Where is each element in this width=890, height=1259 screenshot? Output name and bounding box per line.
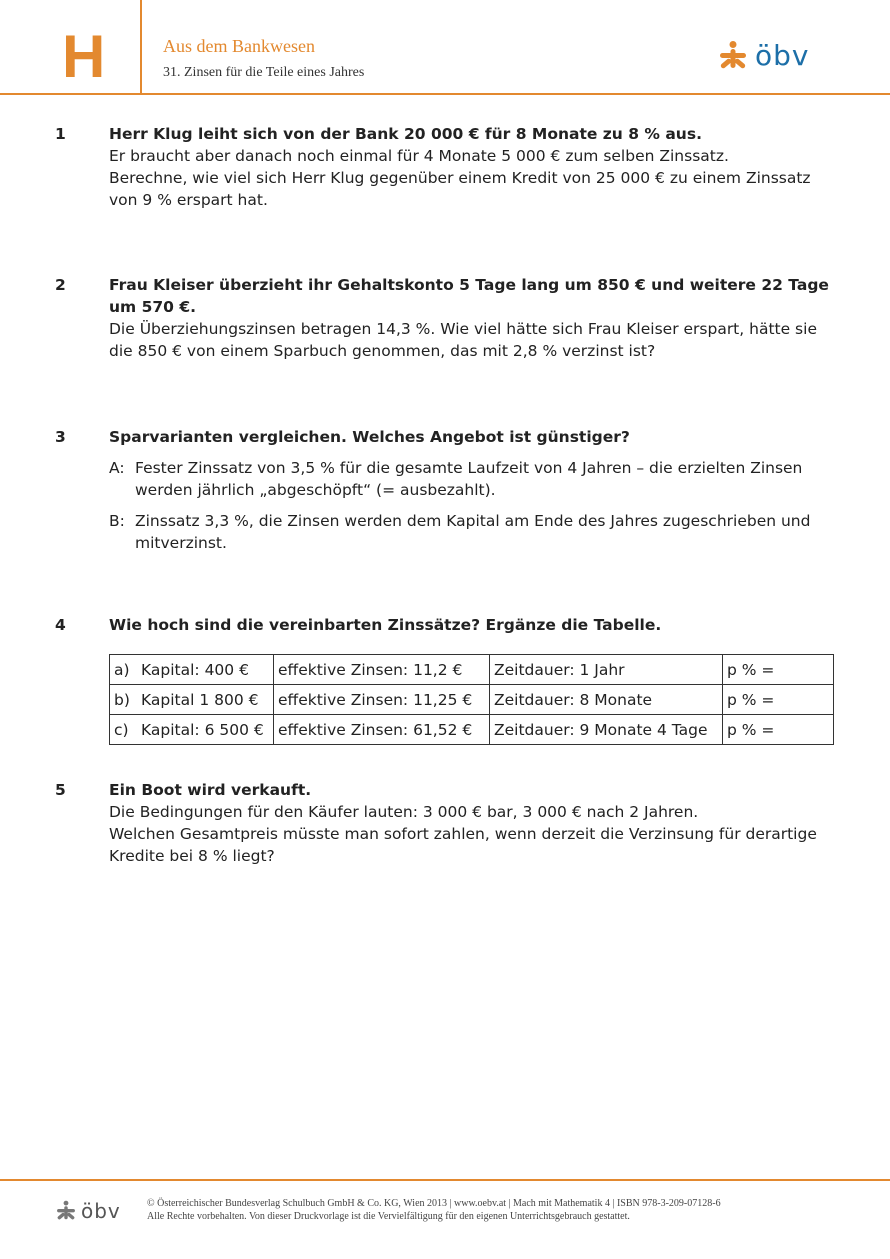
chapter-letter: H: [62, 23, 106, 90]
task-4: [55, 614, 840, 636]
oebv-star-icon: [717, 40, 749, 72]
task-title: Herr Klug leiht sich von der Bank 20 000 € für 8 Monate zu 8 % aus.: [109, 125, 702, 143]
table-cell-kapital: [110, 715, 274, 745]
option-b: [109, 510, 840, 554]
table-row: [110, 655, 834, 685]
table-cell-zinsen: effektive Zinsen: 11,25 €: [274, 685, 490, 715]
interest-table: [109, 654, 834, 745]
task-text-line: Welchen Gesamtpreis müsste man sofort zahlen, wenn derzeit die Verzinsung für derartige Kredite bei 8 % liegt?: [109, 825, 817, 865]
table-cell-p[interactable]: p % =: [723, 655, 834, 685]
footer-line-2: Alle Rechte vorbehalten. Von dieser Druckvorlage ist die Vervielfältigung für den eigenen Unterrichtsgebrauch gestattet.: [147, 1211, 630, 1222]
footer-line-1: © Österreichischer Bundesverlag Schulbuch GmbH & Co. KG, Wien 2013 | www.oebv.at | Mach mit Mathematik 4 | ISBN 978-3-209-07128-6: [147, 1198, 721, 1209]
task-title: Sparvarianten vergleichen. Welches Angebot ist günstiger?: [109, 428, 630, 446]
kapital-value: Kapital: 400 €: [141, 660, 249, 679]
logo-text: öbv: [81, 1199, 121, 1223]
option-label: B:: [109, 512, 125, 530]
table-cell-dauer: Zeitdauer: 8 Monate: [490, 685, 723, 715]
logo-text: öbv: [755, 39, 810, 72]
table-cell-kapital: [110, 685, 274, 715]
task-number: 2: [55, 276, 66, 294]
header-title: Aus dem Bankwesen: [163, 36, 315, 56]
footer-copyright: [147, 1197, 867, 1223]
header-divider-vertical: [140, 0, 142, 94]
table-cell-dauer: Zeitdauer: 9 Monate 4 Tage: [490, 715, 723, 745]
task-text-line: Er braucht aber danach noch einmal für 4 Monate 5 000 € zum selben Zinssatz.: [109, 147, 729, 165]
table-cell-dauer: Zeitdauer: 1 Jahr: [490, 655, 723, 685]
footer-divider: [0, 1179, 890, 1181]
task-text: [109, 801, 840, 867]
task-text-line: Berechne, wie viel sich Herr Klug gegenüber einem Kredit von 25 000 € zu einem Zinssatz von 9 % erspart hat.: [109, 169, 811, 209]
task-number: 1: [55, 125, 66, 143]
oebv-star-icon: [55, 1200, 77, 1222]
task-number: 4: [55, 616, 66, 634]
table-row: [110, 685, 834, 715]
footer-logo: [55, 1198, 121, 1224]
task-title: Ein Boot wird verkauft.: [109, 781, 312, 799]
option-label: A:: [109, 459, 125, 477]
option-text: Zinssatz 3,3 %, die Zinsen werden dem Kapital am Ende des Jahres zugeschrieben und mitverzinst.: [135, 512, 811, 552]
table-cell-zinsen: effektive Zinsen: 11,2 €: [274, 655, 490, 685]
kapital-value: Kapital: 6 500 €: [141, 720, 264, 739]
task-2: [55, 274, 840, 362]
header-divider-horizontal: [0, 93, 890, 95]
task-1: [55, 123, 840, 211]
option-text: Fester Zinssatz von 3,5 % für die gesamte Laufzeit von 4 Jahren – die erzielten Zinsen werden jährlich „abgeschöpft“ (= ausbezahlt).: [135, 459, 803, 499]
task-number: 3: [55, 428, 66, 446]
task-text: Die Überziehungszinsen betragen 14,3 %. Wie viel hätte sich Frau Kleiser erspart, hätte sie die 850 € von einem Sparbuch genommen, das mit 2,8 % verzinst ist?: [109, 320, 817, 360]
task-title: Frau Kleiser überzieht ihr Gehaltskonto 5 Tage lang um 850 € und weitere 22 Tage um 570 €.: [109, 276, 829, 316]
task-5: [55, 779, 840, 867]
table-cell-p[interactable]: p % =: [723, 715, 834, 745]
row-label: a): [114, 660, 130, 679]
task-text: [109, 145, 840, 211]
task-number: 5: [55, 781, 66, 799]
table-cell-zinsen: effektive Zinsen: 61,52 €: [274, 715, 490, 745]
row-label: b): [114, 690, 130, 709]
task-text-line: Die Bedingungen für den Käufer lauten: 3 000 € bar, 3 000 € nach 2 Jahren.: [109, 803, 699, 821]
table-row: [110, 715, 834, 745]
row-label: c): [114, 720, 129, 739]
publisher-logo: [717, 38, 809, 74]
table-cell-p[interactable]: p % =: [723, 685, 834, 715]
kapital-value: Kapital 1 800 €: [141, 690, 259, 709]
header-subtitle: 31. Zinsen für die Teile eines Jahres: [163, 65, 365, 80]
task-title: Wie hoch sind die vereinbarten Zinssätze? Ergänze die Tabelle.: [109, 616, 662, 634]
task-3: [55, 426, 840, 554]
table-cell-kapital: [110, 655, 274, 685]
option-a: [109, 457, 840, 501]
